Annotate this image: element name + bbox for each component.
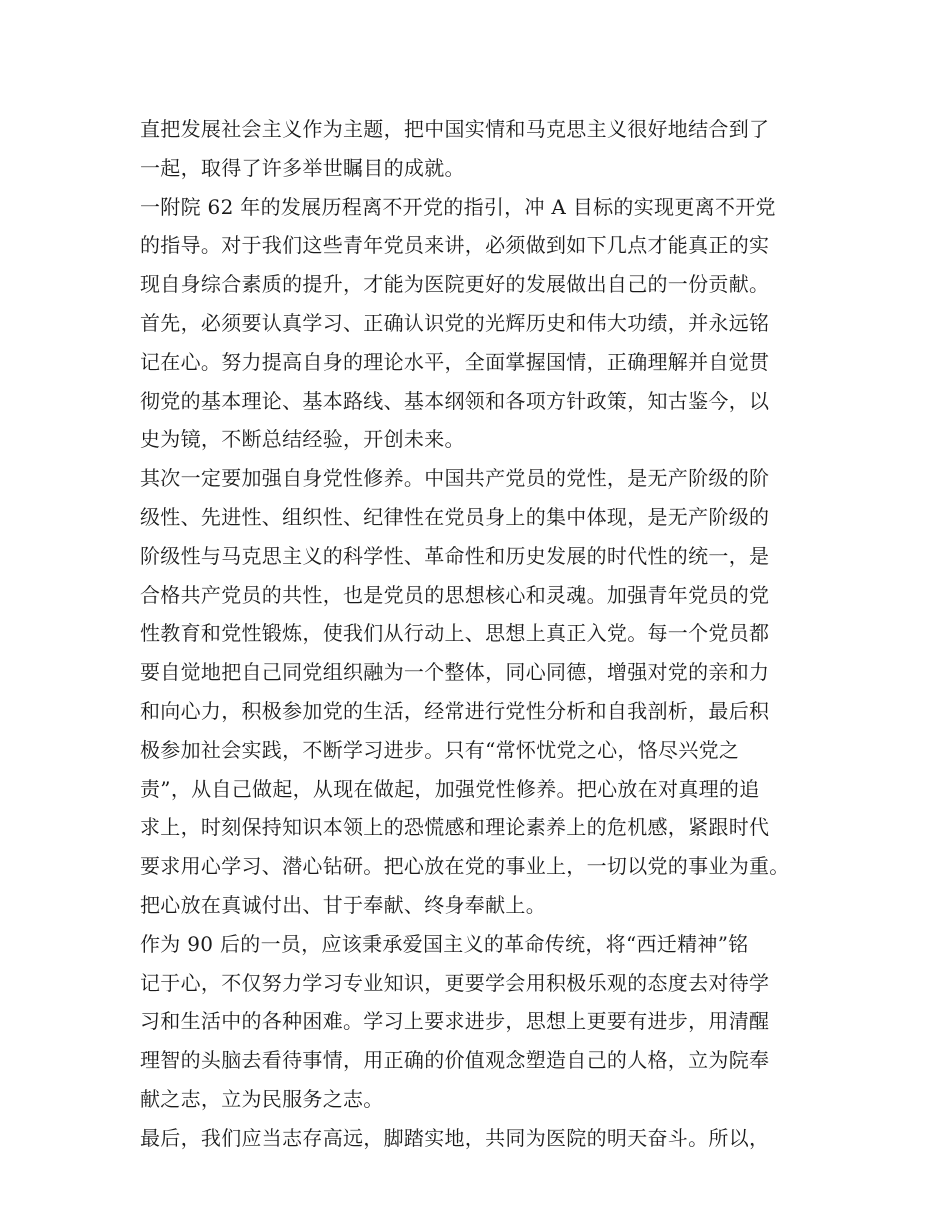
text-line: 把心放在真诚付出、甘于奉献、终身奉献上。 — [140, 892, 546, 917]
text-line: 习和生活中的各种困难。学习上要求进步，思想上更要有进步，用清醒 — [140, 1009, 770, 1034]
text-line: 直把发展社会主义作为主题，把中国实情和马克思主义很好地结合到了 — [140, 117, 770, 141]
text-line: 彻党的基本理论、基本路线、基本纲领和各项方针政策，知古鉴今，以 — [140, 388, 770, 413]
text-line: 记于心，不仅努力学习专业知识，更要学会用积极乐观的态度去对待学 — [140, 970, 770, 995]
text-line: 级性、先进性、组织性、纪律性在党员身上的集中体现，是无产阶级的 — [140, 504, 770, 529]
text-line: 要求用心学习、潜心钻研。把心放在党的事业上，一切以党的事业为重。 — [140, 854, 790, 879]
text-line: 记在心。努力提高自身的理论水平，全面掌握国情，正确理解并自觉贯 — [140, 349, 770, 374]
text-line: 和向心力，积极参加党的生活，经常进行党性分析和自我剖析，最后积 — [140, 698, 770, 723]
text-line: 责”，从自己做起，从现在做起，加强党性修养。把心放在对真理的追 — [140, 776, 760, 801]
text-line: 其次一定要加强自身党性修养。中国共产党员的党性，是无产阶级的阶 — [140, 466, 770, 491]
text-line: 献之志，立为民服务之志。 — [140, 1086, 384, 1111]
text-line: 要自觉地把自己同党组织融为一个整体，同心同德，增强对党的亲和力 — [140, 660, 770, 685]
text-line: 合格共产党员的共性，也是党员的思想核心和灵魂。加强青年党员的党 — [140, 582, 770, 607]
text-line: 阶级性与马克思主义的科学性、革命性和历史发展的时代性的统一，是 — [140, 543, 770, 568]
text-line: 的指导。对于我们这些青年党员来讲，必须做到如下几点才能真正的实 — [140, 233, 770, 258]
text-line: 一起，取得了许多举世瞩目的成就。 — [140, 155, 465, 180]
text-line: 极参加社会实践，不断学习进步。只有“常怀忧党之心，恪尽兴党之 — [140, 737, 740, 762]
text-line: 首先，必须要认真学习、正确认识党的光辉历史和伟大功绩，并永远铭 — [140, 310, 770, 335]
text-line: 最后，我们应当志存高远，脚踏实地，共同为医院的明天奋斗。所以， — [140, 1125, 770, 1150]
text-line: 一附院 62 年的发展历程离不开党的指引，冲 A 目标的实现更离不开党 — [140, 194, 776, 219]
document-body — [140, 110, 830, 1158]
text-line: 作为 90 后的一员，应该秉承爱国主义的革命传统，将“西迁精神”铭 — [140, 931, 749, 956]
text-line: 理智的头脑去看待事情，用正确的价值观念塑造自己的人格，立为院奉 — [140, 1048, 770, 1073]
text-line: 性教育和党性锻炼，使我们从行动上、思想上真正入党。每一个党员都 — [140, 621, 770, 646]
text-line: 史为镜，不断总结经验，开创未来。 — [140, 427, 465, 452]
text-line: 求上，时刻保持知识本领上的恐慌感和理论素养上的危机感，紧跟时代 — [140, 815, 770, 840]
text-line: 现自身综合素质的提升，才能为医院更好的发展做出自己的一份贡献。 — [140, 272, 770, 297]
